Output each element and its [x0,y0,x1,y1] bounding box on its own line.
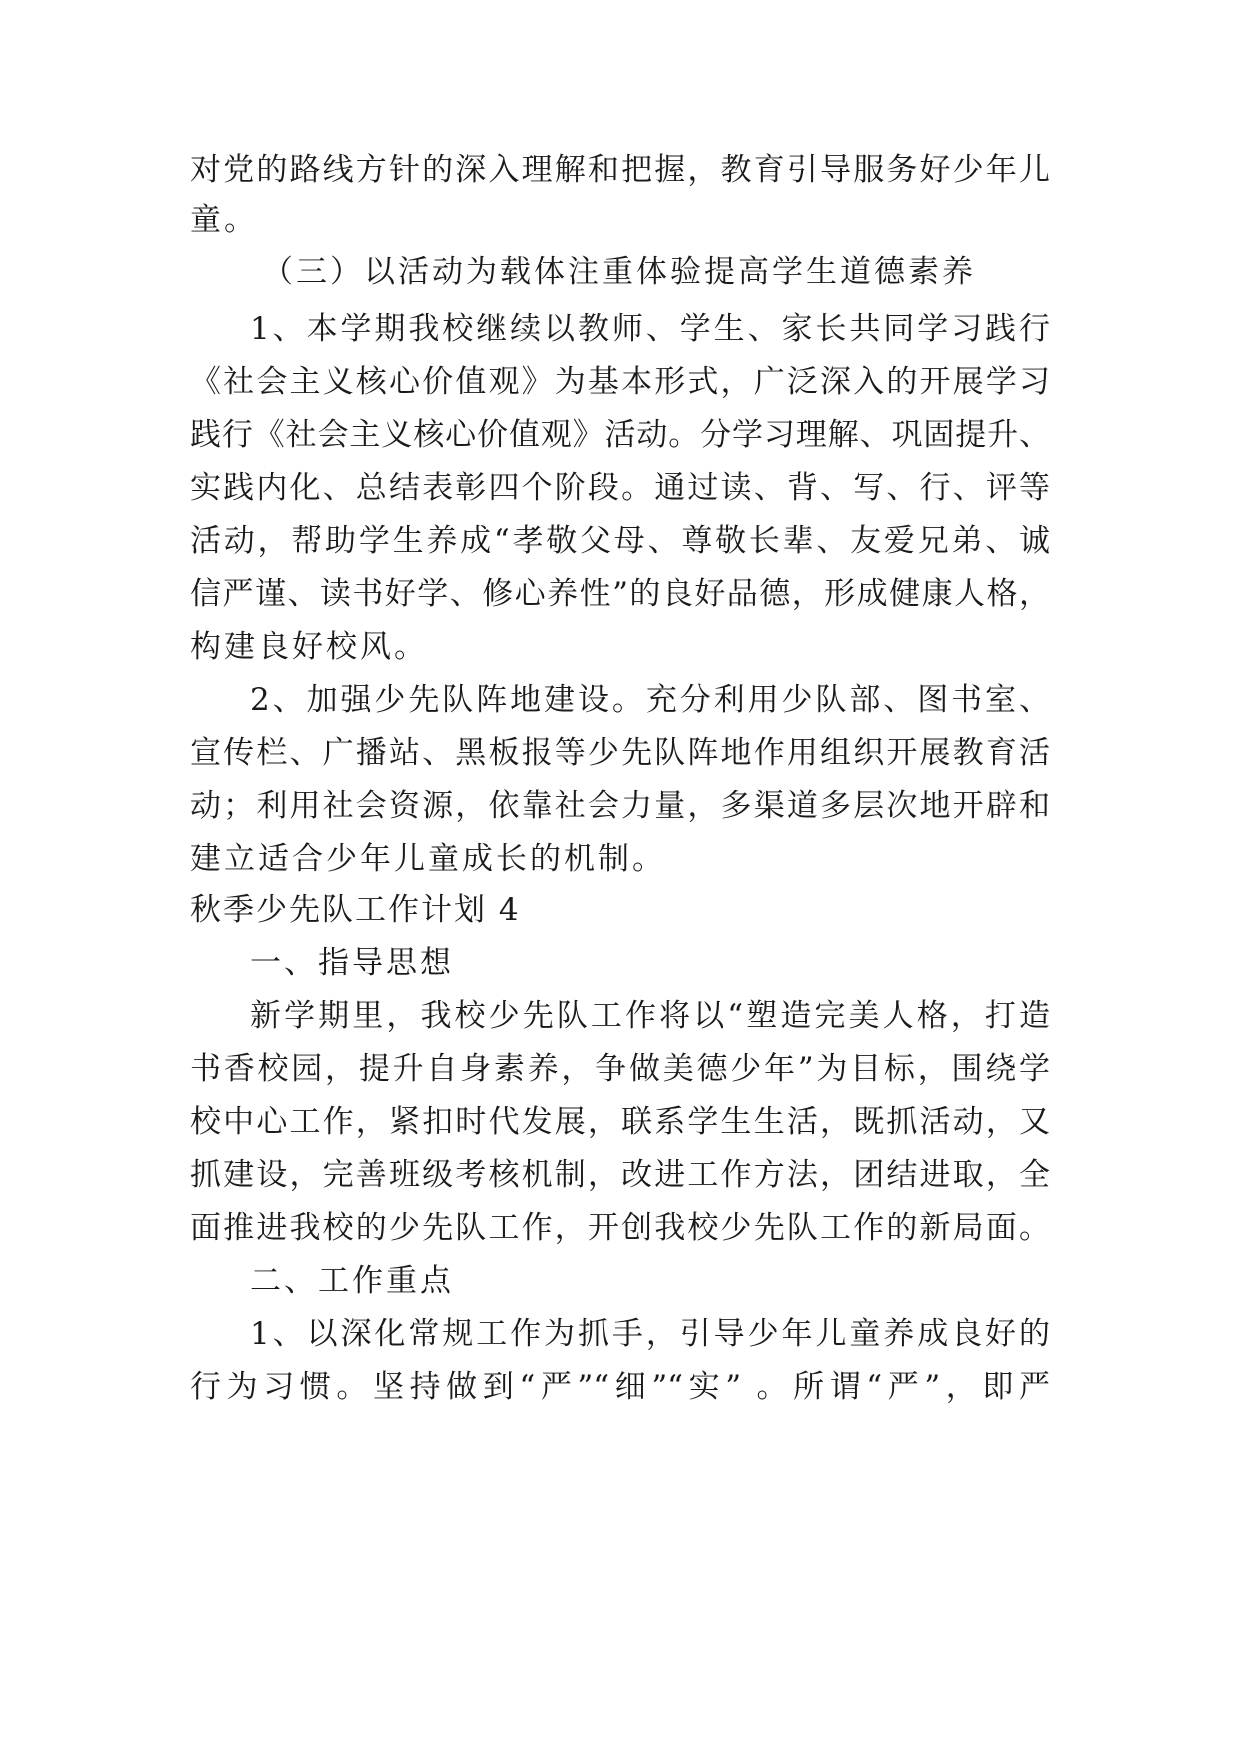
plan-title: 秋季少先队工作计划 4 [190,892,521,928]
paragraph-line: 1、以深化常规工作为抓手，引导少年儿童养成良好的 [250,1316,1050,1352]
text-line: 践行《社会主义核心价值观》活动。分学习理解、巩固提升、 [190,417,1050,453]
text-line: 对党的路线方针的深入理解和把握，教育引导服务好少年儿 [190,152,1050,188]
text-line: 行为习惯。坚持做到“严”“细”“实” 。所谓“严”，即严 [190,1369,1050,1405]
text-line: 抓建设，完善班级考核机制，改进工作方法，团结进取，全 [190,1157,1050,1193]
text-line: 面推进我校的少先队工作，开创我校少先队工作的新局面。 [190,1210,1050,1246]
text-line: 活动，帮助学生养成“孝敬父母、尊敬长辈、友爱兄弟、诚 [190,523,1050,559]
section-heading: 一、指导思想 [250,945,454,981]
section-heading: 二、工作重点 [250,1263,454,1299]
text-line: 建立适合少年儿童成长的机制。 [190,841,666,877]
text-line: 童。 [190,202,258,238]
section-heading: （三）以活动为载体注重体验提高学生道德素养 [262,254,976,290]
text-line: 动；利用社会资源，依靠社会力量，多渠道多层次地开辟和 [190,788,1050,824]
text-line: 信严谨、读书好学、修心养性”的良好品德，形成健康人格， [190,576,1050,612]
paragraph-line: 新学期里，我校少先队工作将以“塑造完美人格，打造 [250,998,1050,1034]
text-line: 《社会主义核心价值观》为基本形式，广泛深入的开展学习 [190,364,1050,400]
paragraph-line: 2、加强少先队阵地建设。充分利用少队部、图书室、 [250,682,1050,718]
text-line: 校中心工作，紧扣时代发展，联系学生生活，既抓活动，又 [190,1104,1050,1140]
text-line: 构建良好校风。 [190,629,428,665]
text-line: 实践内化、总结表彰四个阶段。通过读、背、写、行、评等 [190,470,1050,506]
text-line: 书香校园，提升自身素养，争做美德少年”为目标，围绕学 [190,1051,1050,1087]
text-line: 宣传栏、广播站、黑板报等少先队阵地作用组织开展教育活 [190,735,1050,771]
paragraph-line: 1、本学期我校继续以教师、学生、家长共同学习践行 [250,311,1050,347]
